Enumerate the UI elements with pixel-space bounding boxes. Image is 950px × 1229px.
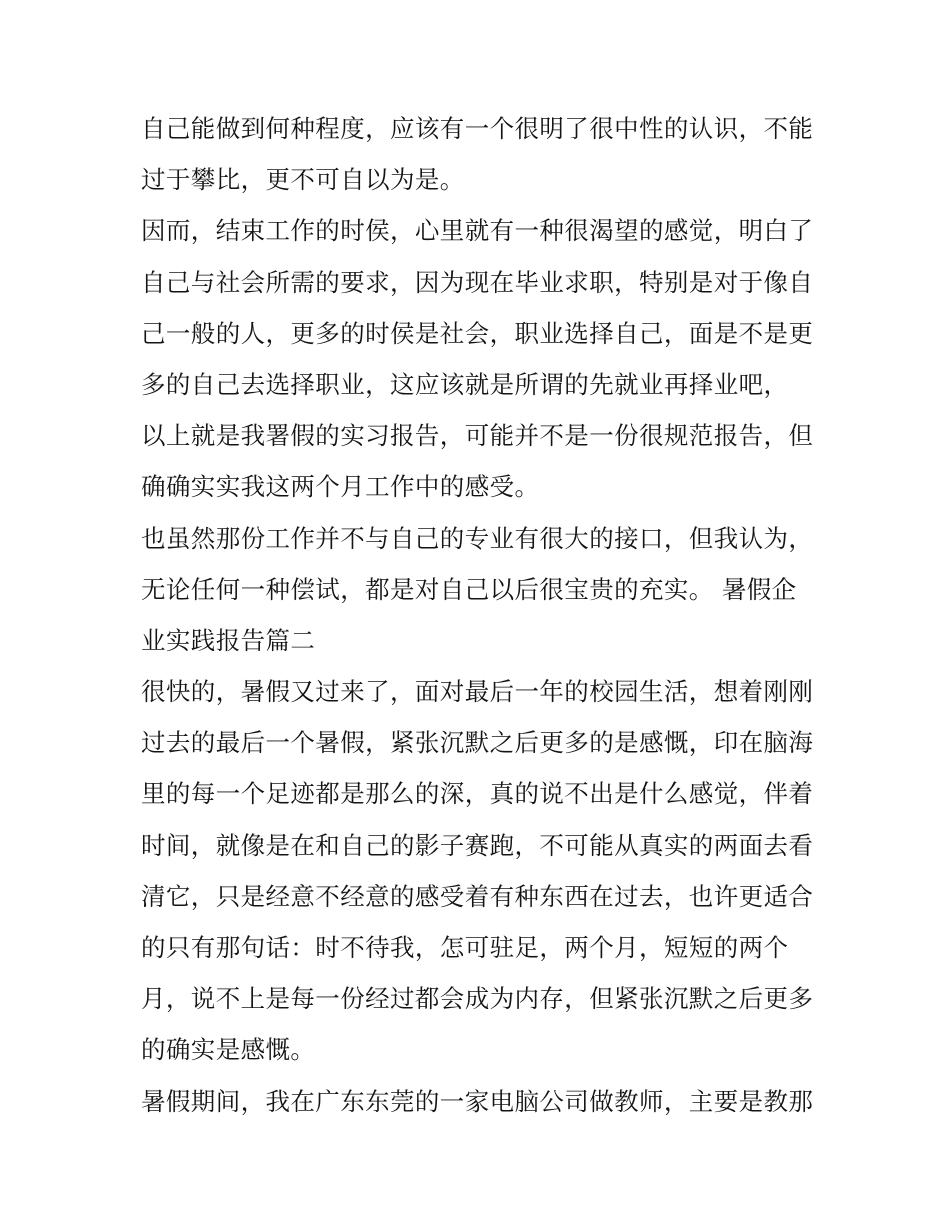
text-line: 很快的，暑假又过来了，面对最后一年的校园生活，想着刚刚 [141,677,814,707]
text-line: 多的自己去选择职业，这应该就是所谓的先就业再择业吧， [141,369,789,399]
text-line: 自己与社会所需的要求，因为现在毕业求职，特别是对于像自 [141,267,814,297]
text-line: 自己能做到何种程度，应该有一个很明了很中性的认识，不能 [141,114,814,143]
text-line: 的确实是感慨。 [141,1035,316,1065]
text-line: 也虽然那份工作并不与自己的专业有很大的接口，但我认为， [141,523,814,553]
text-line: 清它，只是经意不经意的感受着有种东西在过去，也许更适合 [141,881,814,911]
text-line: 月，说不上是每一份经过都会成为内存，但紧张沉默之后更多 [141,984,814,1014]
text-line: 无论任何一种偿试，都是对自己以后很宝贵的充实。 暑假企 [141,574,797,604]
text-line: 确确实实我这两个月工作中的感受。 [141,472,540,502]
text-line: 时间，就像是在和自己的影子赛跑，不可能从真实的两面去看 [141,830,814,860]
text-line: 因而，结束工作的时侯，心里就有一种很渴望的感觉，明白了 [141,216,814,246]
text-line: 过去的最后一个暑假，紧张沉默之后更多的是感慨，印在脑海 [141,728,814,758]
section-heading: 业实践报告篇二 [141,625,316,655]
document-body [141,103,821,1127]
text-line: 暑假期间，我在广东东莞的一家电脑公司做教师，主要是教那 [141,1086,814,1116]
text-line: 的只有那句话：时不待我，怎可驻足，两个月，短短的两个 [141,933,789,962]
text-line: 己一般的人，更多的时侯是社会，职业选择自己，面是不是更 [141,318,814,348]
text-line: 过于攀比，更不可自以为是。 [141,165,465,195]
text-line: 里的每一个足迹都是那么的深，真的说不出是什么感觉，伴着 [141,779,814,809]
text-line: 以上就是我署假的实习报告，可能并不是一份很规范报告，但 [141,421,814,451]
